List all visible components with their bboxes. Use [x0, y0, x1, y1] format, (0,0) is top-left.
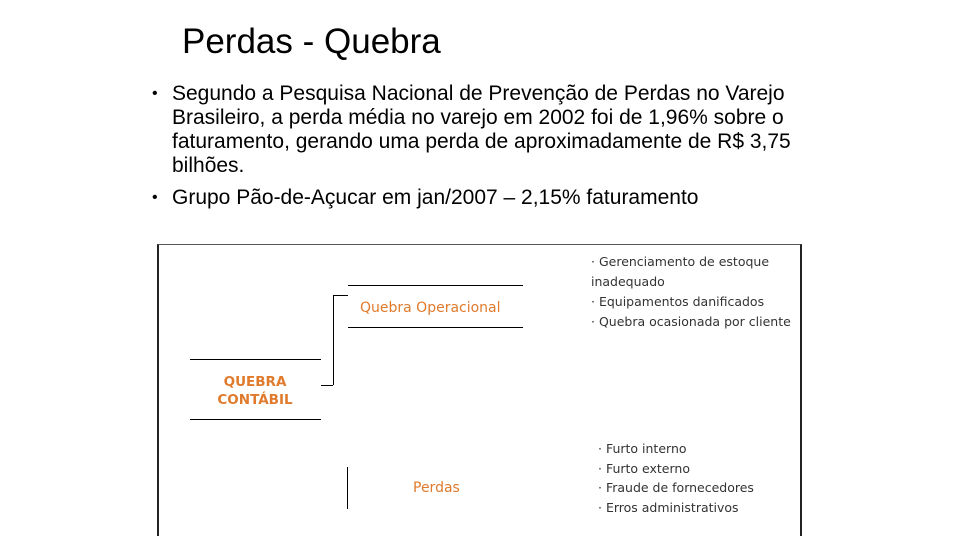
- bullet-icon: •: [152, 189, 158, 206]
- connector-to-root: [321, 385, 333, 386]
- root-top-rule: [190, 359, 321, 360]
- root-bottom-rule: [190, 419, 321, 420]
- bullet-icon: •: [152, 85, 158, 102]
- root-label: [199, 373, 311, 409]
- top-item: · Quebra ocasionada por cliente: [591, 314, 791, 329]
- bottom-items: [598, 439, 754, 517]
- bullet-text: Grupo Pão-de-Açucar em jan/2007 – 2,15% faturamento: [172, 186, 699, 209]
- bottom-item: · Fraude de fornecedores: [598, 480, 754, 495]
- branch-top-label: Quebra Operacional: [360, 300, 501, 316]
- top-item: inadequado: [591, 274, 665, 289]
- slide-title: Perdas - Quebra: [182, 22, 441, 61]
- branch-bottom-marker: [347, 467, 348, 509]
- branch-top-lower-rule: [348, 327, 523, 328]
- branch-bottom-label: Perdas: [413, 480, 460, 496]
- top-item: · Gerenciamento de estoque: [591, 254, 770, 269]
- bullet-item: [152, 82, 832, 178]
- top-items: [591, 252, 791, 332]
- branch-top-upper-rule: [348, 285, 523, 286]
- bottom-item: · Furto interno: [598, 441, 687, 456]
- bottom-item: · Furto externo: [598, 460, 690, 476]
- connector-to-branch: [333, 295, 348, 296]
- bullet-item: [152, 186, 832, 210]
- root-label-line2: CONTÁBIL: [217, 392, 293, 408]
- bottom-item: · Erros administrativos: [598, 499, 739, 515]
- root-label-line1: QUEBRA: [223, 374, 287, 390]
- bullet-list: [152, 82, 832, 218]
- connector-vertical: [333, 295, 334, 385]
- bullet-text: Segundo a Pesquisa Nacional de Prevenção de Perdas no Varejo Brasileiro, a perda média no varejo em 2002 foi de 1,96% sobre o faturamento, gerando uma perda de aproximadamente de R$ 3,75 bilhões.: [172, 82, 791, 177]
- top-item: · Equipamentos danificados: [591, 294, 765, 309]
- loss-diagram: [157, 244, 802, 536]
